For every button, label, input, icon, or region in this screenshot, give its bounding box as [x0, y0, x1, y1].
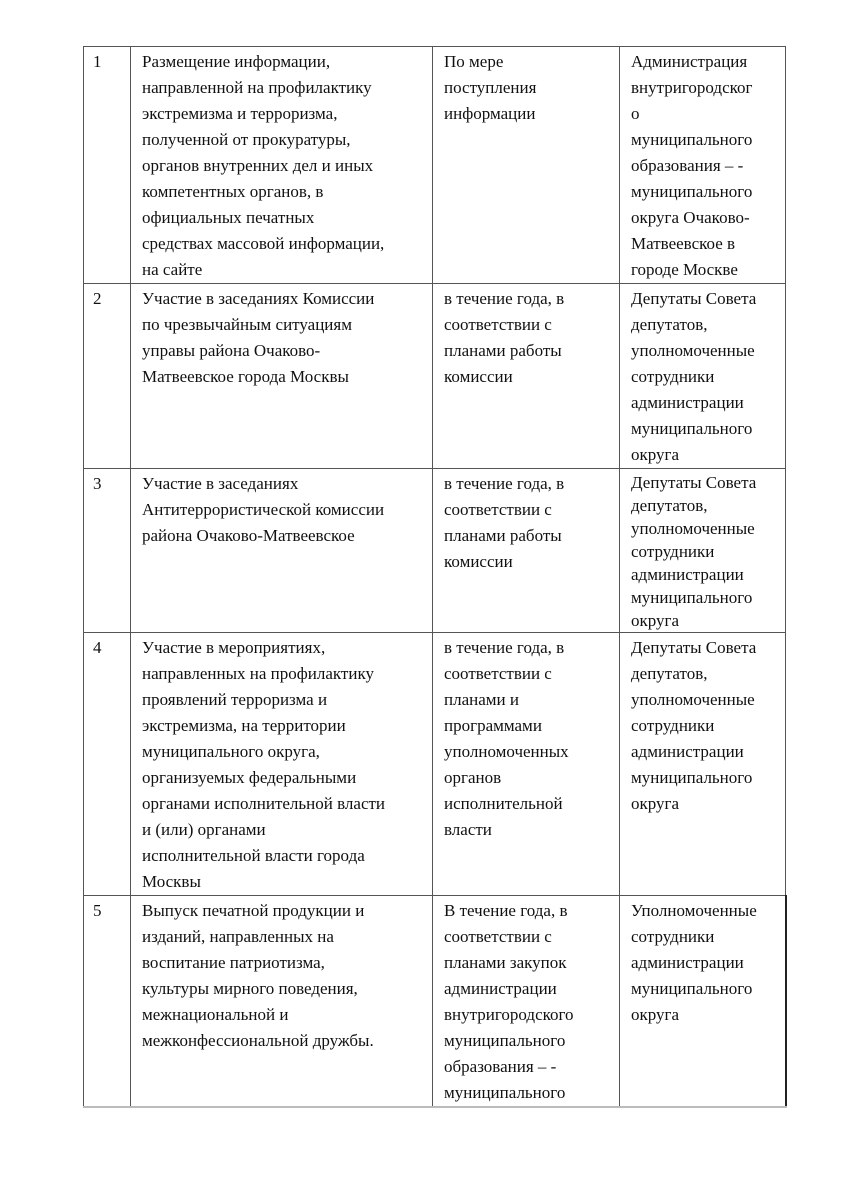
table-row — [84, 284, 786, 469]
table-row — [84, 469, 786, 633]
row-number: 4 — [84, 633, 131, 896]
deadline-cell: По мере поступления информации — [433, 47, 620, 284]
deadline-cell: в течение года, в соответствии с планами и программами уполномоченных органов исполнительной власти — [433, 633, 620, 896]
responsible-cell: Администрация внутригородског о муниципального образования – - муниципального округа Очаково- Матвеевское в городе Москве — [620, 47, 786, 284]
activity-cell: Участие в мероприятиях, направленных на профилактику проявлений терроризма и экстремизма, на территории муниципального округа, организуемых федеральными органами исполнительной власти и (или) органами исполнительной власти города Москвы — [131, 633, 433, 896]
responsible-cell: Уполномоченные сотрудники администрации муниципального округа — [620, 896, 786, 1108]
activity-cell: Размещение информации, направленной на профилактику экстремизма и терроризма, полученной от прокуратуры, органов внутренних дел и иных компетентных органов, в официальных печатных средствах массовой информации, на сайте — [131, 47, 433, 284]
row-number: 3 — [84, 469, 131, 633]
activities-table — [83, 46, 787, 1108]
responsible-cell: Депутаты Совета депутатов, уполномоченные сотрудники администрации муниципального округа — [620, 469, 786, 633]
row-number: 5 — [84, 896, 131, 1108]
deadline-cell: в течение года, в соответствии с планами работы комиссии — [433, 469, 620, 633]
table-row — [84, 633, 786, 896]
row-number: 1 — [84, 47, 131, 284]
deadline-cell: в течение года, в соответствии с планами работы комиссии — [433, 284, 620, 469]
activity-cell: Участие в заседаниях Комиссии по чрезвычайным ситуациям управы района Очаково- Матвеевское города Москвы — [131, 284, 433, 469]
row-number: 2 — [84, 284, 131, 469]
table-row — [84, 47, 786, 284]
responsible-cell: Депутаты Совета депутатов, уполномоченные сотрудники администрации муниципального округа — [620, 284, 786, 469]
activity-cell: Выпуск печатной продукции и изданий, направленных на воспитание патриотизма, культуры мирного поведения, межнациональной и межконфессиональной дружбы. — [131, 896, 433, 1108]
responsible-cell: Депутаты Совета депутатов, уполномоченные сотрудники администрации муниципального округа — [620, 633, 786, 896]
table-row — [84, 896, 786, 1108]
activity-cell: Участие в заседаниях Антитеррористической комиссии района Очаково-Матвеевское — [131, 469, 433, 633]
deadline-cell: В течение года, в соответствии с планами закупок администрации внутригородского муниципального образования – - муниципального — [433, 896, 620, 1108]
